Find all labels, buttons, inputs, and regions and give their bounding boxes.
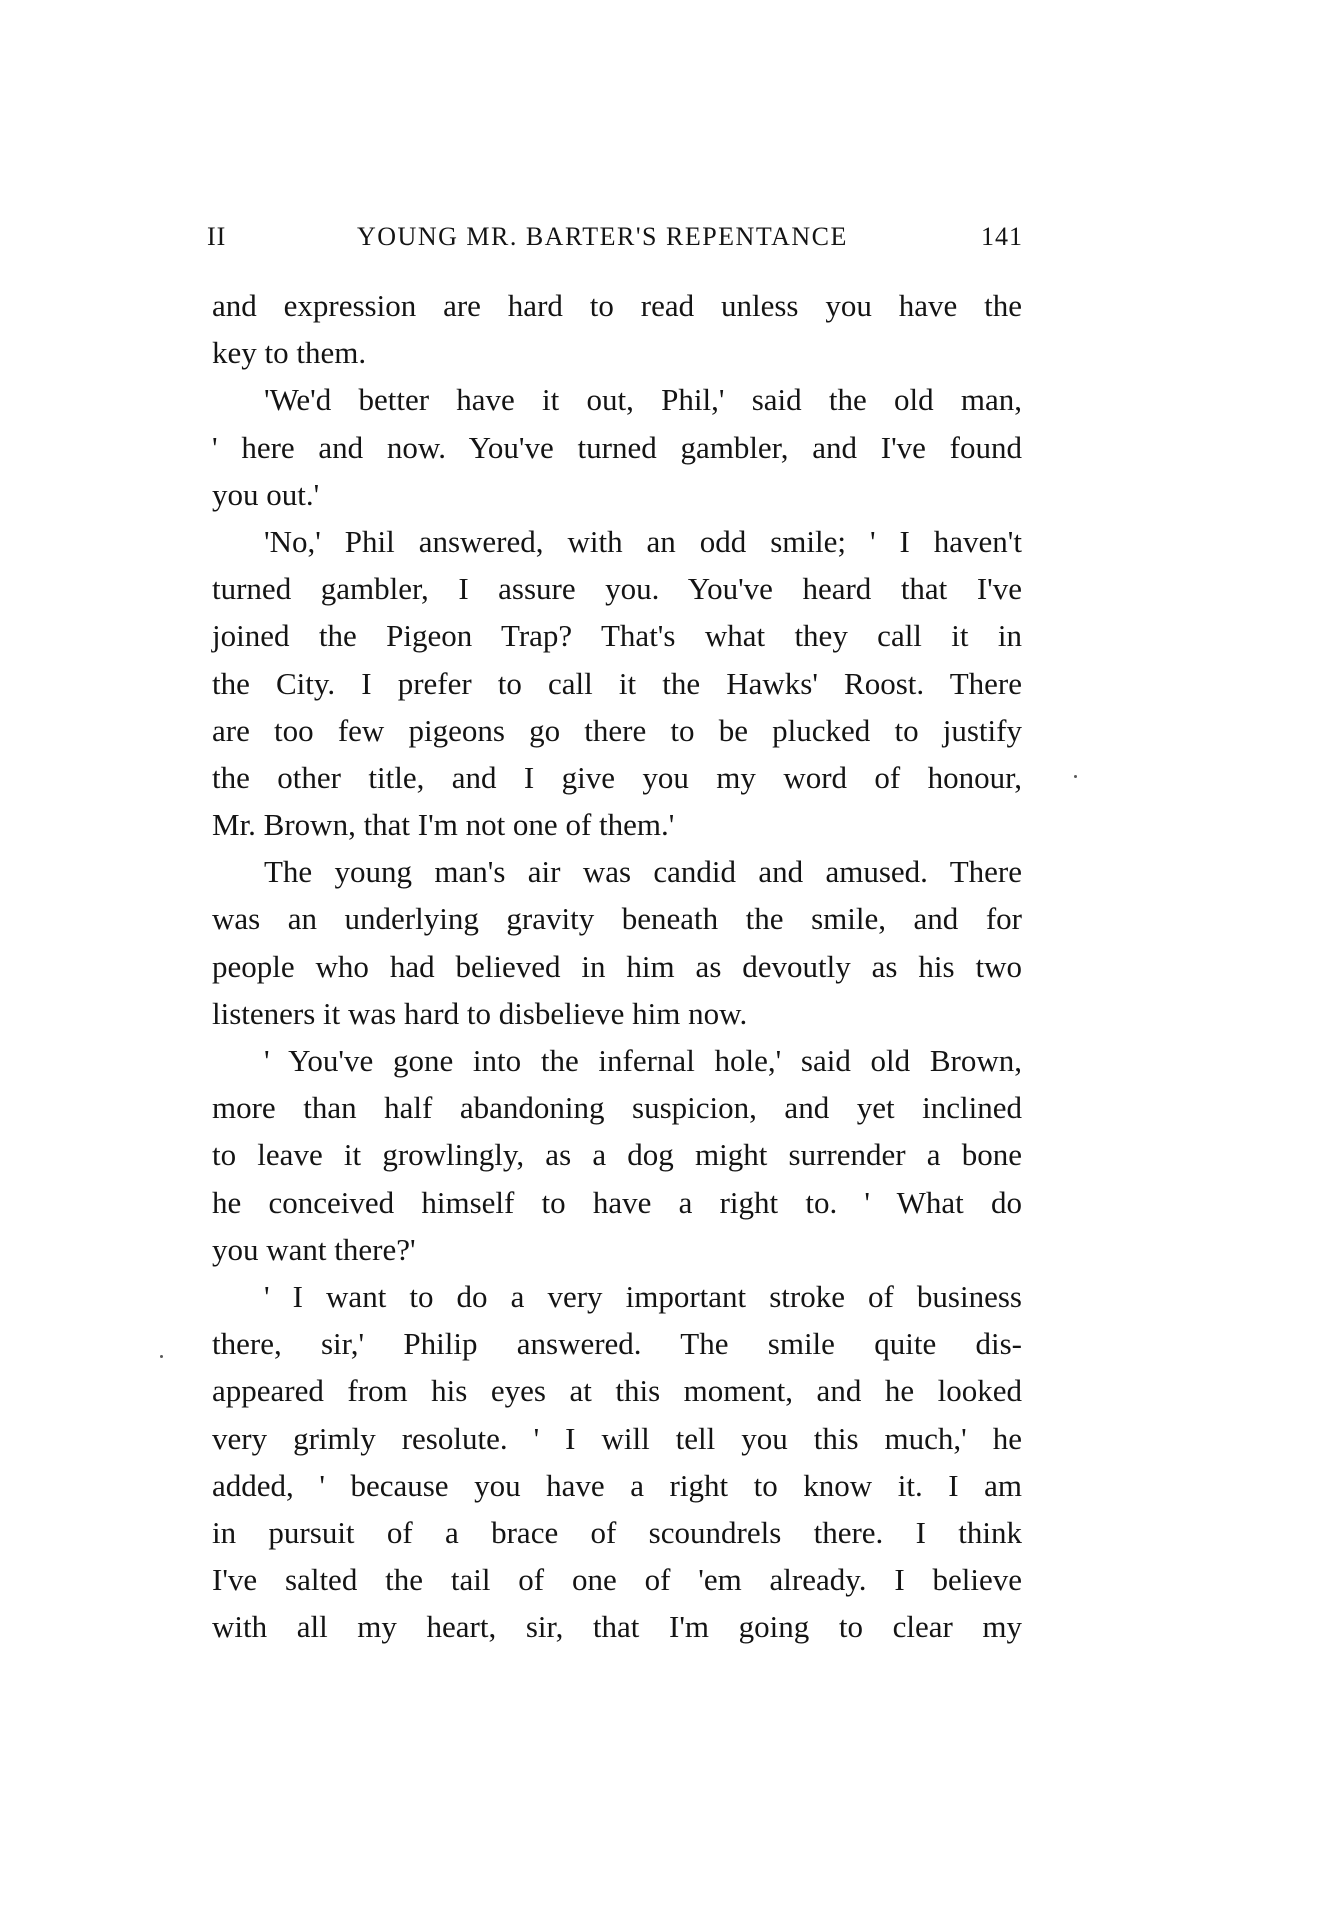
text-line: people who had believed in him as devoutly as his two: [212, 948, 1022, 984]
text-line: with all my heart, sir, that I'm going to clear my: [212, 1609, 1022, 1645]
chapter-number: II: [207, 222, 227, 251]
text-line: ' here and now. You've turned gambler, and I've found: [212, 429, 1022, 465]
scan-speck: [1074, 775, 1077, 778]
text-line: ' You've gone into the infernal hole,' said old Brown,: [264, 1043, 1022, 1078]
text-line: The young man's air was candid and amused. There: [264, 854, 1022, 890]
page-number: 141: [981, 222, 1023, 251]
text-line: was an underlying gravity beneath the smile, and for: [212, 901, 1022, 937]
text-line: are too few pigeons go there to be plucked to justify: [212, 712, 1022, 748]
text-line: very grimly resolute. ' I will tell you this much,' he: [212, 1420, 1022, 1456]
text-line: more than half abandoning suspicion, and yet inclined: [212, 1090, 1022, 1126]
text-line: turned gambler, I assure you. You've heard that I've: [212, 571, 1022, 607]
text-line: you out.': [212, 476, 320, 512]
text-line: and expression are hard to read unless you have the: [212, 288, 1022, 323]
text-line: he conceived himself to have a right to. ' What do: [212, 1184, 1022, 1220]
text-line: 'We'd better have it out, Phil,' said the old man,: [264, 382, 1022, 418]
text-line: appeared from his eyes at this moment, and he looked: [212, 1373, 1022, 1409]
text-line: ' I want to do a very important stroke of business: [264, 1278, 1022, 1314]
text-line: added, ' because you have a right to know it. I am: [212, 1467, 1022, 1503]
text-line: there, sir,' Philip answered. The smile quite dis-: [212, 1326, 1022, 1362]
text-line: listeners it was hard to disbelieve him now.: [212, 995, 748, 1031]
text-line: joined the Pigeon Trap? That's what they call it in: [212, 618, 1022, 654]
text-line: you want there?': [212, 1231, 416, 1267]
text-line: the other title, and I give you my word of honour,: [212, 759, 1022, 795]
text-line: key to them.: [212, 335, 367, 371]
body-text: [212, 282, 1022, 1650]
scan-speck: [160, 1355, 163, 1358]
running-head: [207, 222, 1023, 258]
text-line: to leave it growlingly, as a dog might surrender a bone: [212, 1137, 1022, 1173]
text-line: I've salted the tail of one of 'em already. I believe: [212, 1562, 1022, 1598]
text-line: Mr. Brown, that I'm not one of them.': [212, 807, 675, 843]
text-line: 'No,' Phil answered, with an odd smile; ' I haven't: [264, 523, 1022, 559]
running-title: YOUNG MR. BARTER'S REPENTANCE: [357, 222, 848, 251]
text-line: the City. I prefer to call it the Hawks' Roost. There: [212, 665, 1022, 701]
text-line: in pursuit of a brace of scoundrels there. I think: [212, 1514, 1022, 1550]
